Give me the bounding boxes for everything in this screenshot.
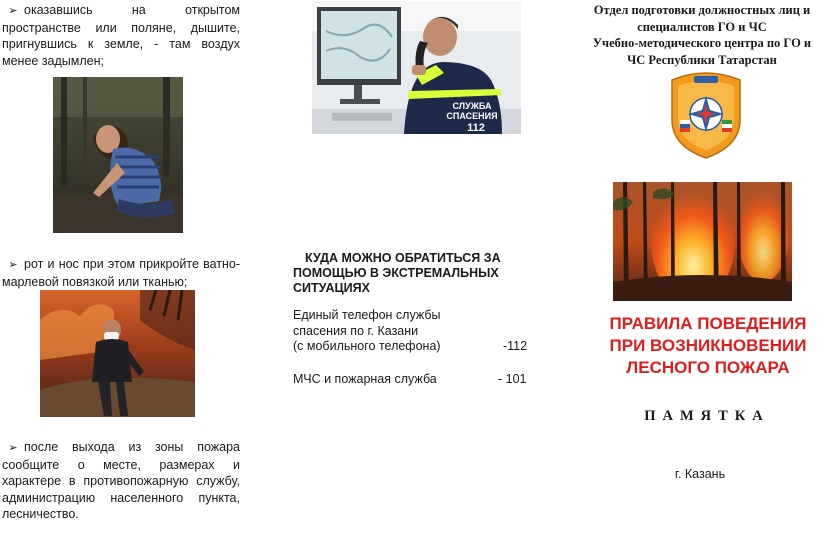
phone-entry-fire bbox=[293, 372, 533, 388]
pamyatka-label: ПАМЯТКА bbox=[644, 408, 770, 424]
phone-label-line: (с мобильного телефона) bbox=[293, 339, 441, 353]
photo-man-with-mask-near-fire bbox=[40, 290, 195, 417]
phone-number-112: -112 bbox=[503, 339, 528, 353]
phone-label-line: спасения по г. Казани bbox=[293, 323, 419, 338]
phone-number-101: - 101 bbox=[498, 372, 527, 386]
brochure-title: ПРАВИЛА ПОВЕДЕНИЯ ПРИ ВОЗНИКНОВЕНИИ ЛЕСНОГО ПОЖАРА bbox=[609, 314, 807, 377]
vest-text-line-2: СПАСЕНИЯ bbox=[446, 111, 498, 121]
organization-name: Отдел подготовки должностных лиц и специалистов ГО и ЧС Учебно-методического центра по ГО и ЧС Республики Татарстан bbox=[592, 3, 812, 67]
phone-label-line: Единый телефон службы bbox=[293, 308, 441, 322]
bullet-arrow-icon: ➢ bbox=[8, 5, 18, 17]
photo-rescue-operator bbox=[312, 1, 521, 134]
help-heading: КУДА МОЖНО ОБРАТИТЬСЯ ЗА ПОМОЩЬЮ В ЭКСТРЕМАЛЬНЫХ СИТУАЦИЯХ bbox=[293, 251, 501, 295]
vest-text-line-3: 112 bbox=[467, 122, 485, 134]
photo-forest-fire bbox=[613, 182, 792, 301]
city-label: г. Казань bbox=[674, 467, 726, 481]
phone-label-line: МЧС и пожарная служба bbox=[293, 372, 437, 386]
bullet-arrow-icon: ➢ bbox=[8, 442, 18, 454]
instruction-paragraph-3: ➢ после выхода из зоны пожара сообщите о месте, размерах и характере в противопожарную службу, администрацию населенного пункта, лесничество. bbox=[2, 440, 240, 521]
bullet-arrow-icon: ➢ bbox=[8, 259, 18, 271]
mchs-emblem-icon bbox=[668, 72, 744, 160]
vest-text-line-1: СЛУЖБА bbox=[452, 101, 492, 111]
phone-entry-rescue bbox=[293, 308, 533, 356]
photo-boy-breathing-near-ground bbox=[53, 77, 183, 233]
instruction-paragraph-1: ➢ оказавшись на открытом пространстве или поляне, дышите, пригнувшись к земле, - там воздух менее задымлен; bbox=[2, 3, 240, 68]
instruction-paragraph-2: ➢ рот и нос при этом прикройте ватно-марлевой повязкой или тканью; bbox=[2, 257, 240, 289]
